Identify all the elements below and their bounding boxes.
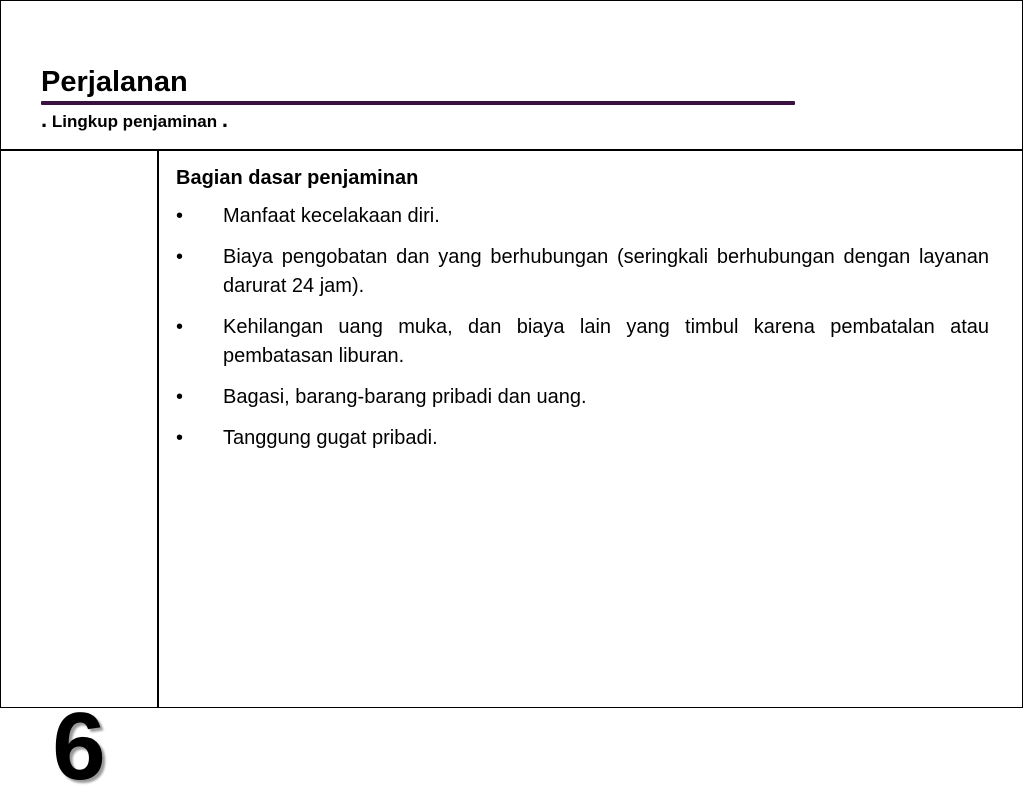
list-item <box>176 243 989 301</box>
list-item <box>176 202 989 231</box>
subtitle-text: Lingkup penjaminan <box>51 112 218 131</box>
list-item <box>176 424 989 453</box>
subtitle-prefix-dot: . <box>41 107 48 132</box>
section-heading: Bagian dasar penjaminan <box>176 167 419 189</box>
subtitle-suffix-dot: . <box>221 107 229 132</box>
list-item-text: Bagasi, barang-barang pribadi dan uang. <box>223 386 587 408</box>
list-item-text: Kehilangan uang muka, dan biaya lain yang timbul karena pembatalan atau pembatasan liburan. <box>223 316 989 367</box>
main-content <box>176 164 989 465</box>
list-item-text: Tanggung gugat pribadi. <box>223 427 438 449</box>
side-panel <box>1 151 159 800</box>
bullet-icon: • <box>176 205 184 227</box>
bullet-icon: • <box>176 427 184 449</box>
page-number: 6 <box>52 693 106 800</box>
slide-title: Perjalanan <box>41 66 188 98</box>
bullet-icon: • <box>176 246 184 268</box>
bullet-list <box>176 202 989 453</box>
list-item <box>176 313 989 371</box>
list-item-text: Manfaat kecelakaan diri. <box>223 205 440 227</box>
list-item <box>176 383 989 412</box>
bullet-icon: • <box>176 386 184 408</box>
title-underline <box>41 101 795 105</box>
slide-header <box>1 1 1022 151</box>
list-item-text: Biaya pengobatan dan yang berhubungan (seringkali berhubungan dengan layanan darurat 24 jam). <box>223 246 989 297</box>
bullet-icon: • <box>176 316 184 338</box>
slide-subtitle <box>41 109 228 133</box>
